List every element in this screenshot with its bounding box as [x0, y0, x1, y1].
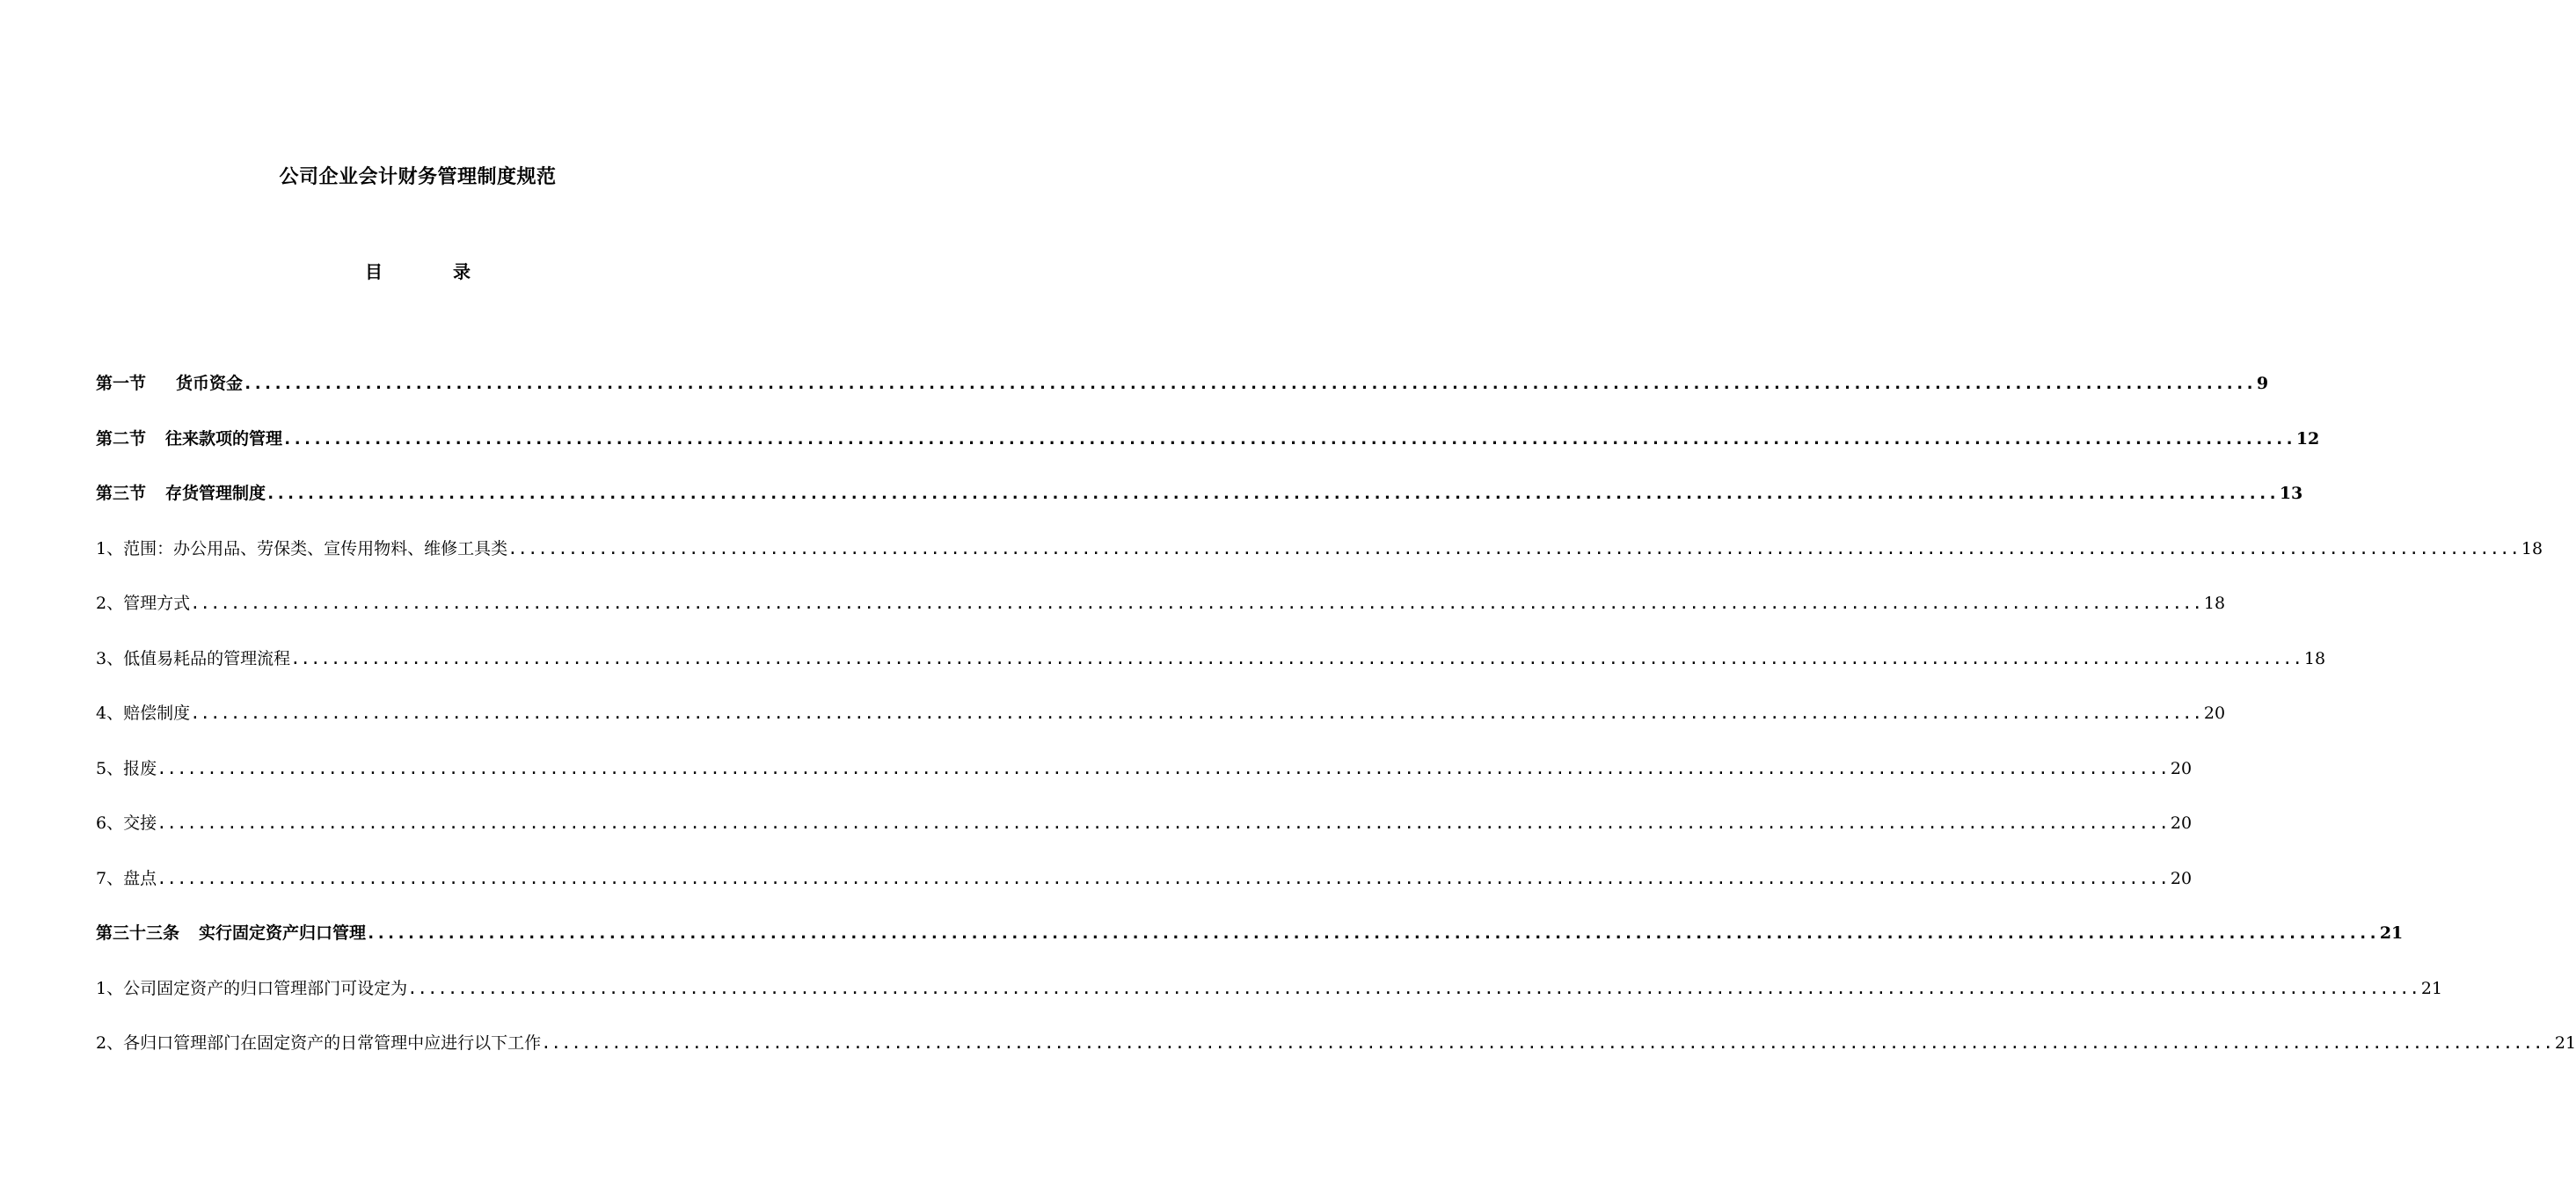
toc-page-number: 21 [2554, 1033, 2576, 1053]
toc-entry-title [96, 971, 407, 1006]
toc-entry[interactable] [96, 971, 2443, 1026]
toc-entry-title [96, 366, 243, 401]
toc-dot-leader: ........................................................................................................................................................................................................ [290, 648, 2302, 668]
document-title: 公司企业会计财务管理制度规范 [279, 166, 557, 188]
toc-entry-section-label: 第一节 [96, 374, 147, 393]
toc-entry[interactable] [96, 586, 2226, 641]
toc-entry-title [96, 806, 157, 841]
toc-entry-title [96, 916, 366, 951]
toc-dot-leader: ........................................................................................................................................................................................................ [407, 978, 2419, 998]
toc-entry[interactable] [96, 861, 2193, 916]
toc-dot-leader: ........................................................................................................................................................................................................ [266, 484, 2278, 503]
toc-dot-leader: ........................................................................................................................................................................................................ [157, 758, 2169, 778]
toc-entry-title [96, 1025, 541, 1061]
toc-entry-text: 3、低值易耗品的管理流程 [96, 648, 291, 668]
toc-entry-text: 往来款项的管理 [165, 428, 283, 449]
toc-entry-text: 2、管理方式 [96, 594, 191, 613]
toc-page-number: 20 [2170, 758, 2193, 778]
toc-dot-leader: ........................................................................................................................................................................................................ [157, 814, 2169, 833]
toc-entry-title [96, 586, 190, 621]
toc-entry[interactable] [96, 916, 2404, 971]
toc-heading: 目 录 [365, 261, 497, 282]
toc-entry[interactable] [96, 751, 2193, 806]
toc-entry-title [96, 861, 157, 896]
toc-entry[interactable] [96, 696, 2226, 751]
toc-page-number: 12 [2295, 428, 2320, 449]
toc-entry[interactable] [96, 421, 2320, 477]
toc-dot-leader: ........................................................................................................................................................................................................ [282, 428, 2295, 449]
toc-dot-leader: ........................................................................................................................................................................................................ [541, 1033, 2553, 1053]
toc-page-number: 13 [2279, 484, 2303, 503]
toc-dot-leader: ........................................................................................................................................................................................................ [507, 538, 2520, 558]
toc-entry-text: 5、报废 [96, 758, 157, 778]
toc-page-number: 20 [2170, 814, 2193, 833]
toc-entry[interactable] [96, 531, 2543, 587]
toc-entry-title [96, 476, 266, 511]
toc-dot-leader: ........................................................................................................................................................................................................ [366, 923, 2378, 943]
toc-page-number: 9 [2256, 374, 2269, 393]
toc-dot-leader: ........................................................................................................................................................................................................ [190, 594, 2202, 613]
toc-entry-text: 货币资金 [176, 374, 244, 393]
toc-page-number: 18 [2203, 594, 2226, 613]
toc-page-number: 18 [2303, 648, 2326, 668]
toc-entry-section-label: 第三节 [96, 484, 147, 503]
toc-dot-leader: ........................................................................................................................................................................................................ [243, 374, 2255, 393]
toc-page-number: 18 [2521, 538, 2543, 558]
toc-entry-text: 实行固定资产归口管理 [199, 923, 367, 943]
toc-entry-text: 2、各归口管理部门在固定资产的日常管理中应进行以下工作 [96, 1033, 542, 1053]
toc-page-number: 21 [2420, 978, 2443, 998]
toc-entry-title [96, 696, 190, 731]
toc-entry-title [96, 751, 157, 786]
toc-entry[interactable] [96, 366, 2269, 421]
toc-entry[interactable] [96, 1025, 2576, 1081]
toc-entry-title [96, 531, 507, 566]
toc-entry-text: 4、赔偿制度 [96, 704, 191, 723]
toc-entry-section-label: 第三十三条 [96, 923, 180, 943]
toc-entry-text: 存货管理制度 [165, 484, 266, 503]
toc-entry-section-label: 第二节 [96, 428, 147, 449]
toc-entry-text: 6、交接 [96, 814, 157, 833]
toc-entry[interactable] [96, 476, 2303, 531]
toc-page-number: 21 [2379, 923, 2404, 943]
toc-page-number: 20 [2170, 868, 2193, 888]
toc-entry-title [96, 641, 290, 676]
toc-dot-leader: ........................................................................................................................................................................................................ [190, 704, 2202, 723]
toc-entry[interactable] [96, 806, 2193, 861]
table-of-contents [96, 366, 2576, 1081]
toc-entry-text: 1、公司固定资产的归口管理部门可设定为 [96, 978, 408, 998]
toc-entry[interactable] [96, 641, 2326, 697]
toc-entry-title [96, 421, 282, 456]
toc-entry-text: 1、范围：办公用品、劳保类、宣传用物料、维修工具类 [96, 538, 508, 558]
toc-dot-leader: ........................................................................................................................................................................................................ [157, 868, 2169, 888]
toc-page-number: 20 [2203, 704, 2226, 723]
toc-entry-text: 7、盘点 [96, 868, 157, 888]
